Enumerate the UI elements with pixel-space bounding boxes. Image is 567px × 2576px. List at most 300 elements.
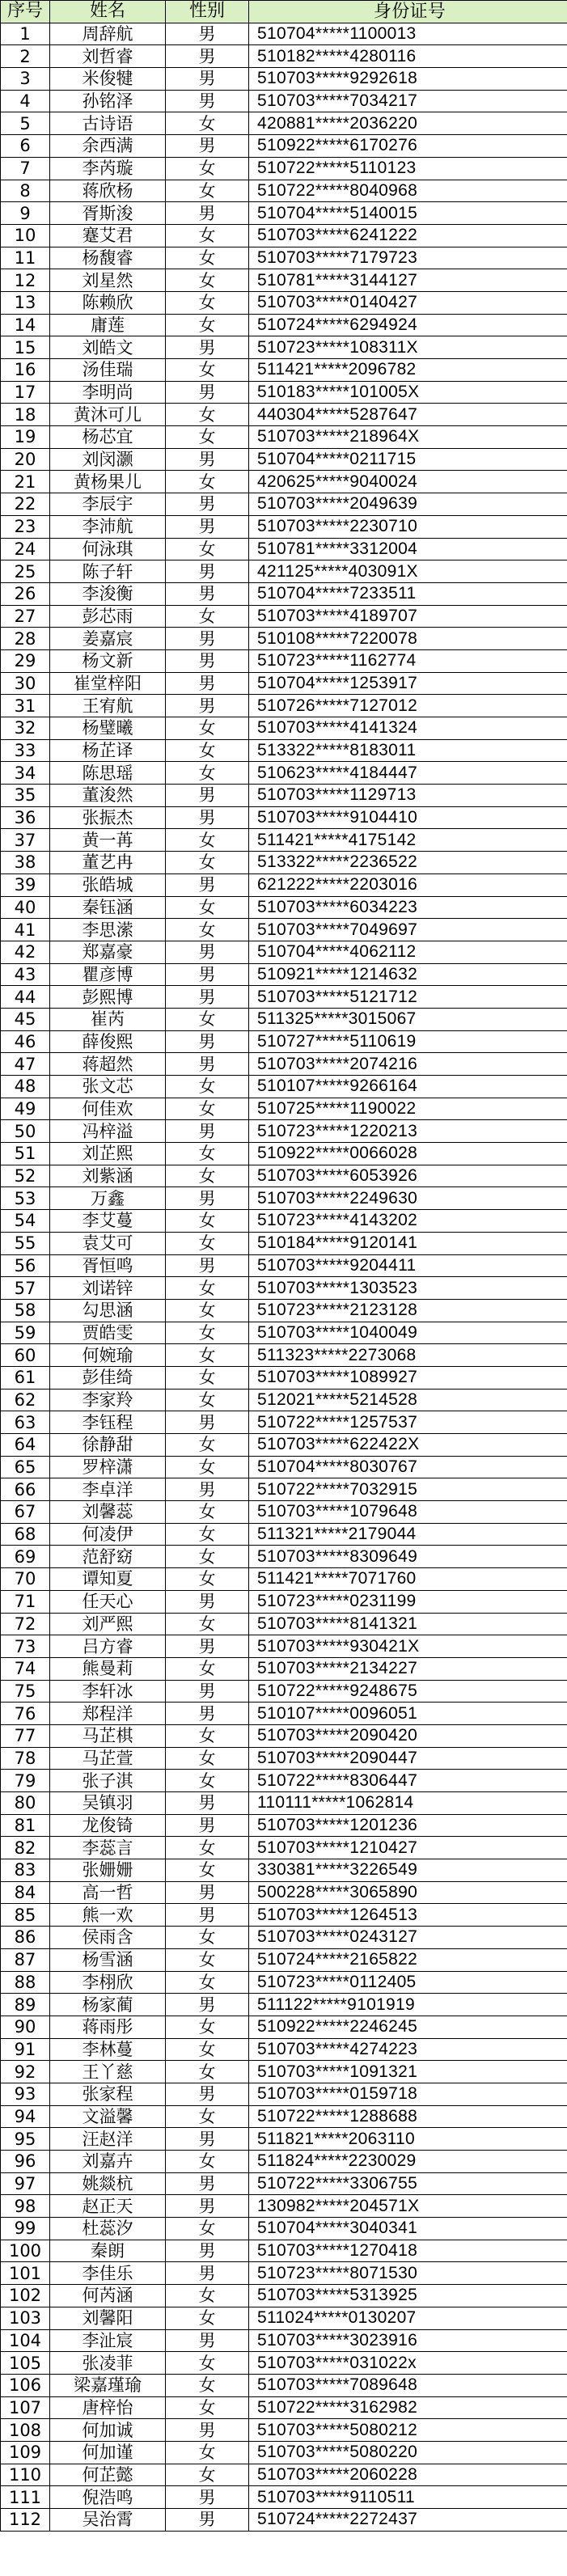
cell-id-number: 510183*****101005X — [249, 381, 567, 404]
cell-id-number: 511421*****4175142 — [249, 829, 567, 852]
cell-name: 李浚衡 — [50, 582, 166, 605]
cell-name: 黄一苒 — [50, 829, 166, 852]
cell-id-number: 511421*****7071760 — [249, 1568, 567, 1591]
cell-gender: 男 — [166, 2509, 249, 2532]
cell-name: 李林蔓 — [50, 2038, 166, 2061]
cell-name: 蒋雨彤 — [50, 2016, 166, 2038]
cell-name: 崔堂梓阳 — [50, 672, 166, 695]
cell-gender: 男 — [166, 2329, 249, 2352]
cell-gender: 女 — [166, 1322, 249, 1344]
table-row — [1, 1904, 567, 1927]
cell-name: 文溢馨 — [50, 2105, 166, 2128]
cell-id-number: 510703*****1079648 — [249, 1501, 567, 1524]
cell-name: 马芷萱 — [50, 1747, 166, 1770]
cell-serial-number: 31 — [1, 695, 50, 717]
table-row — [1, 1590, 567, 1613]
cell-id-number: 510704*****8030767 — [249, 1456, 567, 1478]
cell-name: 龙俊锜 — [50, 1814, 166, 1837]
cell-id-number: 510703*****7049697 — [249, 919, 567, 941]
cell-name: 何加诚 — [50, 2419, 166, 2442]
cell-gender: 女 — [166, 1456, 249, 1478]
cell-gender: 女 — [166, 2464, 249, 2486]
cell-gender: 男 — [166, 649, 249, 672]
cell-gender: 男 — [166, 448, 249, 471]
table-row — [1, 1030, 567, 1053]
table-row — [1, 336, 567, 359]
cell-serial-number: 47 — [1, 1053, 50, 1076]
cell-serial-number: 96 — [1, 2151, 50, 2173]
cell-name: 熊曼莉 — [50, 1657, 166, 1680]
table-row — [1, 2083, 567, 2105]
cell-gender: 男 — [166, 1792, 249, 1815]
cell-gender: 女 — [166, 1613, 249, 1635]
cell-gender: 女 — [166, 829, 249, 852]
cell-name: 刘馨蕊 — [50, 1501, 166, 1524]
table-row — [1, 1053, 567, 1076]
table-row — [1, 2352, 567, 2375]
cell-name: 吴治霄 — [50, 2509, 166, 2532]
cell-id-number: 510623*****4184447 — [249, 762, 567, 785]
table-row — [1, 2128, 567, 2151]
cell-serial-number: 43 — [1, 963, 50, 986]
cell-id-number: 510703*****2049639 — [249, 493, 567, 516]
cell-serial-number: 55 — [1, 1232, 50, 1254]
cell-serial-number: 65 — [1, 1456, 50, 1478]
table-row — [1, 291, 567, 314]
cell-id-number: 510703*****8141321 — [249, 1613, 567, 1635]
table-row — [1, 1523, 567, 1546]
cell-serial-number: 68 — [1, 1523, 50, 1546]
cell-serial-number: 20 — [1, 448, 50, 471]
table-row — [1, 762, 567, 785]
cell-gender: 男 — [166, 941, 249, 963]
cell-serial-number: 105 — [1, 2352, 50, 2375]
cell-id-number: 510703*****4189707 — [249, 605, 567, 628]
cell-name: 谭知夏 — [50, 1568, 166, 1591]
table-row — [1, 2151, 567, 2173]
table-row — [1, 1187, 567, 1210]
table-row — [1, 1747, 567, 1770]
cell-id-number: 510703*****1303523 — [249, 1277, 567, 1300]
cell-name: 刘嘉卉 — [50, 2151, 166, 2173]
cell-gender: 女 — [166, 112, 249, 135]
cell-gender: 女 — [166, 359, 249, 382]
cell-serial-number: 16 — [1, 359, 50, 382]
cell-serial-number: 109 — [1, 2441, 50, 2464]
cell-name: 杨雪涵 — [50, 1948, 166, 1971]
table-row — [1, 1165, 567, 1187]
table-row — [1, 1210, 567, 1233]
table-row — [1, 1837, 567, 1859]
cell-name: 彭佳绮 — [50, 1366, 166, 1389]
cell-serial-number: 73 — [1, 1635, 50, 1658]
cell-name: 胥恒鸣 — [50, 1254, 166, 1277]
cell-gender: 女 — [166, 762, 249, 785]
cell-gender: 男 — [166, 90, 249, 112]
cell-id-number: 330381*****3226549 — [249, 1859, 567, 1882]
cell-gender: 男 — [166, 1411, 249, 1434]
cell-serial-number: 107 — [1, 2396, 50, 2419]
cell-id-number: 510703*****2134227 — [249, 1657, 567, 1680]
cell-gender: 女 — [166, 1971, 249, 1994]
cell-id-number: 510703*****622422X — [249, 1434, 567, 1457]
table-row — [1, 2285, 567, 2307]
cell-id-number: 110111*****1062814 — [249, 1792, 567, 1815]
cell-id-number: 510703*****9204411 — [249, 1254, 567, 1277]
table-row — [1, 1478, 567, 1501]
cell-gender: 女 — [166, 269, 249, 292]
cell-id-number: 500228*****3065890 — [249, 1881, 567, 1904]
cell-serial-number: 84 — [1, 1881, 50, 1904]
cell-name: 勾思涵 — [50, 1299, 166, 1322]
cell-id-number: 510781*****3312004 — [249, 538, 567, 560]
cell-gender: 女 — [166, 1143, 249, 1165]
cell-id-number: 510723*****108311X — [249, 336, 567, 359]
cell-id-number: 510703*****930421X — [249, 1635, 567, 1658]
cell-id-number: 420881*****2036220 — [249, 112, 567, 135]
cell-name: 薛俊熙 — [50, 1030, 166, 1053]
table-row — [1, 1635, 567, 1658]
table-row — [1, 1657, 567, 1680]
table-row — [1, 896, 567, 919]
cell-name: 李沛航 — [50, 515, 166, 538]
cell-serial-number: 23 — [1, 515, 50, 538]
cell-serial-number: 13 — [1, 291, 50, 314]
table-row — [1, 1411, 567, 1434]
table-row — [1, 1344, 567, 1367]
cell-gender: 男 — [166, 560, 249, 583]
cell-name: 袁艾可 — [50, 1232, 166, 1254]
cell-gender: 女 — [166, 291, 249, 314]
cell-serial-number: 41 — [1, 919, 50, 941]
table-row — [1, 448, 567, 471]
cell-serial-number: 82 — [1, 1837, 50, 1859]
cell-gender: 男 — [166, 23, 249, 45]
cell-id-number: 510703*****2249630 — [249, 1187, 567, 1210]
cell-name: 张凌菲 — [50, 2352, 166, 2375]
cell-serial-number: 59 — [1, 1322, 50, 1344]
cell-name: 李佳乐 — [50, 2262, 166, 2285]
table-row — [1, 1859, 567, 1882]
cell-gender: 男 — [166, 628, 249, 650]
cell-name: 张家程 — [50, 2083, 166, 2105]
cell-name: 刘哲睿 — [50, 45, 166, 68]
table-row — [1, 404, 567, 426]
table-row — [1, 785, 567, 807]
cell-serial-number: 77 — [1, 1724, 50, 1747]
cell-gender: 女 — [166, 1770, 249, 1792]
table-row — [1, 1322, 567, 1344]
cell-name: 刘闵灏 — [50, 448, 166, 471]
table-row — [1, 1008, 567, 1030]
cell-gender: 女 — [166, 1948, 249, 1971]
cell-name: 王丫慈 — [50, 2061, 166, 2083]
cell-id-number: 510704*****7233511 — [249, 582, 567, 605]
cell-id-number: 510723*****2123128 — [249, 1299, 567, 1322]
cell-name: 李蕊言 — [50, 1837, 166, 1859]
cell-gender: 男 — [166, 2083, 249, 2105]
cell-name: 刘皓文 — [50, 336, 166, 359]
cell-gender: 男 — [166, 2486, 249, 2509]
cell-serial-number: 33 — [1, 739, 50, 762]
cell-serial-number: 24 — [1, 538, 50, 560]
cell-gender: 女 — [166, 314, 249, 336]
table-row — [1, 2307, 567, 2329]
table-row — [1, 2038, 567, 2061]
cell-name: 刘星然 — [50, 269, 166, 292]
cell-serial-number: 83 — [1, 1859, 50, 1882]
cell-serial-number: 70 — [1, 1568, 50, 1591]
cell-id-number: 511321*****2179044 — [249, 1523, 567, 1546]
cell-name: 胥斯浚 — [50, 202, 166, 225]
cell-id-number: 621222*****2203016 — [249, 873, 567, 896]
cell-gender: 女 — [166, 1366, 249, 1389]
cell-name: 周辞航 — [50, 23, 166, 45]
cell-serial-number: 32 — [1, 717, 50, 740]
cell-serial-number: 12 — [1, 269, 50, 292]
cell-gender: 男 — [166, 1590, 249, 1613]
cell-gender: 女 — [166, 1277, 249, 1300]
cell-name: 李辰宇 — [50, 493, 166, 516]
cell-serial-number: 7 — [1, 157, 50, 180]
cell-name: 李思潆 — [50, 919, 166, 941]
cell-name: 李家羚 — [50, 1389, 166, 1411]
table-row — [1, 2374, 567, 2396]
cell-gender: 男 — [166, 1053, 249, 1076]
table-row — [1, 2172, 567, 2195]
cell-id-number: 510722*****9248675 — [249, 1680, 567, 1703]
cell-id-number: 511421*****2096782 — [249, 359, 567, 382]
cell-name: 范舒窈 — [50, 1546, 166, 1568]
cell-serial-number: 5 — [1, 112, 50, 135]
table-row — [1, 202, 567, 225]
cell-id-number: 510107*****0096051 — [249, 1703, 567, 1725]
cell-serial-number: 88 — [1, 1971, 50, 1994]
cell-serial-number: 66 — [1, 1478, 50, 1501]
cell-id-number: 130982*****204571X — [249, 2195, 567, 2218]
header-gender: 性别 — [166, 1, 249, 23]
cell-serial-number: 89 — [1, 1994, 50, 2016]
table-row — [1, 1366, 567, 1389]
cell-gender: 男 — [166, 45, 249, 68]
cell-serial-number: 87 — [1, 1948, 50, 1971]
header-name: 姓名 — [50, 1, 166, 23]
cell-id-number: 510722*****3162982 — [249, 2396, 567, 2419]
cell-serial-number: 18 — [1, 404, 50, 426]
cell-gender: 男 — [166, 1635, 249, 1658]
cell-id-number: 510704*****3040341 — [249, 2218, 567, 2240]
cell-serial-number: 42 — [1, 941, 50, 963]
cell-id-number: 510703*****1091321 — [249, 2061, 567, 2083]
cell-id-number: 510703*****0243127 — [249, 1927, 567, 1949]
cell-gender: 男 — [166, 1881, 249, 1904]
cell-id-number: 510703*****0159718 — [249, 2083, 567, 2105]
cell-id-number: 510703*****2090447 — [249, 1747, 567, 1770]
cell-gender: 男 — [166, 1254, 249, 1277]
cell-name: 杨璧曦 — [50, 717, 166, 740]
cell-serial-number: 101 — [1, 2262, 50, 2285]
cell-gender: 女 — [166, 2218, 249, 2240]
cell-id-number: 510922*****2246245 — [249, 2016, 567, 2038]
cell-id-number: 510703*****9104410 — [249, 806, 567, 829]
cell-serial-number: 104 — [1, 2329, 50, 2352]
cell-id-number: 511024*****0130207 — [249, 2307, 567, 2329]
cell-serial-number: 62 — [1, 1389, 50, 1411]
cell-serial-number: 99 — [1, 2218, 50, 2240]
cell-serial-number: 71 — [1, 1590, 50, 1613]
cell-serial-number: 97 — [1, 2172, 50, 2195]
cell-gender: 女 — [166, 404, 249, 426]
table-row — [1, 695, 567, 717]
cell-gender: 女 — [166, 2396, 249, 2419]
cell-gender: 女 — [166, 896, 249, 919]
cell-serial-number: 53 — [1, 1187, 50, 1210]
cell-name: 李栩欣 — [50, 1971, 166, 1994]
cell-gender: 男 — [166, 2128, 249, 2151]
cell-gender: 女 — [166, 2307, 249, 2329]
cell-gender: 男 — [166, 336, 249, 359]
cell-serial-number: 10 — [1, 224, 50, 247]
cell-name: 张皓城 — [50, 873, 166, 896]
cell-serial-number: 35 — [1, 785, 50, 807]
cell-name: 杨家蔺 — [50, 1994, 166, 2016]
table-row — [1, 1232, 567, 1254]
cell-serial-number: 86 — [1, 1927, 50, 1949]
table-row — [1, 23, 567, 45]
cell-gender: 女 — [166, 2374, 249, 2396]
cell-name: 马芷棋 — [50, 1724, 166, 1747]
table-row — [1, 515, 567, 538]
cell-gender: 男 — [166, 1120, 249, 1143]
cell-id-number: 510703*****7089648 — [249, 2374, 567, 2396]
cell-gender: 男 — [166, 1680, 249, 1703]
cell-name: 米俊犍 — [50, 68, 166, 91]
cell-serial-number: 25 — [1, 560, 50, 583]
cell-serial-number: 36 — [1, 806, 50, 829]
cell-gender: 男 — [166, 1994, 249, 2016]
cell-id-number: 513322*****2236522 — [249, 852, 567, 874]
table-row — [1, 157, 567, 180]
table-row — [1, 2396, 567, 2419]
cell-id-number: 510182*****4280116 — [249, 45, 567, 68]
cell-serial-number: 80 — [1, 1792, 50, 1815]
table-row — [1, 1098, 567, 1120]
cell-serial-number: 72 — [1, 1613, 50, 1635]
header-id-number: 身份证号 — [249, 1, 567, 23]
cell-serial-number: 85 — [1, 1904, 50, 1927]
cell-serial-number: 14 — [1, 314, 50, 336]
table-row — [1, 493, 567, 516]
cell-name: 郑程洋 — [50, 1703, 166, 1725]
cell-id-number: 510703*****1270418 — [249, 2240, 567, 2262]
table-row — [1, 180, 567, 202]
cell-serial-number: 75 — [1, 1680, 50, 1703]
cell-name: 张姗姗 — [50, 1859, 166, 1882]
cell-gender: 女 — [166, 2352, 249, 2375]
table-row — [1, 112, 567, 135]
cell-name: 刘严熙 — [50, 1613, 166, 1635]
cell-serial-number: 63 — [1, 1411, 50, 1434]
cell-id-number: 510703*****7034217 — [249, 90, 567, 112]
cell-serial-number: 95 — [1, 2128, 50, 2151]
cell-name: 陈思瑶 — [50, 762, 166, 785]
cell-gender: 男 — [166, 202, 249, 225]
cell-name: 杨馥睿 — [50, 247, 166, 269]
cell-serial-number: 52 — [1, 1165, 50, 1187]
cell-name: 李芮璇 — [50, 157, 166, 180]
cell-gender: 女 — [166, 224, 249, 247]
cell-gender: 女 — [166, 1546, 249, 1568]
cell-id-number: 510722*****5110123 — [249, 157, 567, 180]
table-row — [1, 1143, 567, 1165]
table-row — [1, 560, 567, 583]
table-row — [1, 963, 567, 986]
cell-serial-number: 103 — [1, 2307, 50, 2329]
cell-id-number: 510722*****8306447 — [249, 1770, 567, 1792]
cell-id-number: 510703*****218964X — [249, 426, 567, 449]
cell-serial-number: 56 — [1, 1254, 50, 1277]
cell-id-number: 510703*****031022x — [249, 2352, 567, 2375]
cell-serial-number: 46 — [1, 1030, 50, 1053]
cell-name: 汪赵洋 — [50, 2128, 166, 2151]
cell-id-number: 510703*****5080220 — [249, 2441, 567, 2464]
cell-id-number: 420625*****9040024 — [249, 471, 567, 493]
cell-id-number: 510723*****1162774 — [249, 649, 567, 672]
cell-serial-number: 110 — [1, 2464, 50, 2486]
cell-serial-number: 94 — [1, 2105, 50, 2128]
cell-id-number: 510703*****5121712 — [249, 986, 567, 1009]
cell-serial-number: 49 — [1, 1098, 50, 1120]
cell-id-number: 510703*****1040049 — [249, 1322, 567, 1344]
cell-serial-number: 50 — [1, 1120, 50, 1143]
cell-name: 侯雨含 — [50, 1927, 166, 1949]
cell-serial-number: 21 — [1, 471, 50, 493]
cell-gender: 男 — [166, 986, 249, 1009]
cell-serial-number: 22 — [1, 493, 50, 516]
cell-gender: 女 — [166, 919, 249, 941]
cell-name: 唐梓怡 — [50, 2396, 166, 2419]
table-row — [1, 986, 567, 1009]
cell-name: 刘芷熙 — [50, 1143, 166, 1165]
cell-name: 庸莲 — [50, 314, 166, 336]
table-row — [1, 2486, 567, 2509]
cell-name: 何芷懿 — [50, 2464, 166, 2486]
table-row — [1, 1546, 567, 1568]
cell-name: 梁嘉瑾瑜 — [50, 2374, 166, 2396]
cell-id-number: 510727*****5110619 — [249, 1030, 567, 1053]
cell-id-number: 510704*****1100013 — [249, 23, 567, 45]
cell-serial-number: 92 — [1, 2061, 50, 2083]
cell-serial-number: 61 — [1, 1366, 50, 1389]
table-row — [1, 90, 567, 112]
table-row — [1, 269, 567, 292]
cell-name: 彭熙博 — [50, 986, 166, 1009]
cell-gender: 女 — [166, 1389, 249, 1411]
cell-serial-number: 8 — [1, 180, 50, 202]
cell-serial-number: 9 — [1, 202, 50, 225]
table-row — [1, 806, 567, 829]
table-row — [1, 1881, 567, 1904]
cell-serial-number: 108 — [1, 2419, 50, 2442]
cell-id-number: 511821*****2063110 — [249, 2128, 567, 2151]
cell-serial-number: 91 — [1, 2038, 50, 2061]
cell-name: 陈子轩 — [50, 560, 166, 583]
table-row — [1, 628, 567, 650]
cell-id-number: 510704*****0211715 — [249, 448, 567, 471]
cell-gender: 男 — [166, 695, 249, 717]
table-row — [1, 2195, 567, 2218]
cell-gender: 女 — [166, 426, 249, 449]
